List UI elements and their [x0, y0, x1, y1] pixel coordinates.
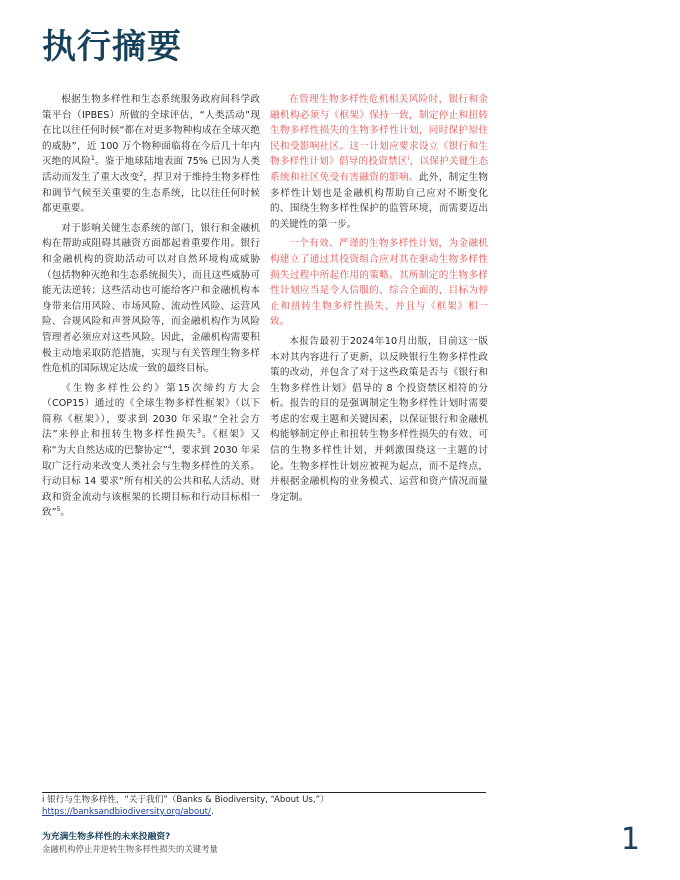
footnote-divider — [42, 792, 486, 793]
footnote-ref[interactable]: 1 — [91, 155, 95, 163]
paragraph-text: 。 — [60, 507, 70, 519]
left-column — [42, 92, 260, 525]
footnote-ref[interactable]: 2 — [139, 170, 144, 178]
footnote-ref[interactable]: 4 — [167, 443, 172, 451]
right-column — [270, 92, 488, 509]
paragraph-biodiversity-plan — [270, 92, 488, 232]
paragraph-text: 此外，制定生物多样性计划也是金融机构帮助自己应对不断变化的、围绕生物多样性保护的监管环境，而需要迈出的关键性的第一步。 — [270, 171, 489, 230]
paragraph-ipbes — [42, 92, 260, 217]
footnote-marker: i — [42, 795, 45, 805]
paragraph-gbf — [42, 381, 260, 521]
page-title: 执行摘要 — [42, 27, 182, 67]
footnote-period: . — [210, 807, 214, 817]
footnote — [42, 794, 486, 818]
paragraph-text: 根据生物多样性和生态系统服务政府间科学政策平台（IPBES）所做的全球评估，“人类活动”现在比以往任何时候“都在对更多物种构成在全球灭绝的威胁”，近 100 万个物种面临将在今后几十年内灭绝的风险 — [42, 94, 260, 168]
paragraph-text: ，要求到 2030 年采取广泛行动来改变人类社会与生物多样性的关系。行动目标 14 要求“所有相关的公共和私人活动、财政和资金流动与该框架的长期目标和行动目标相一致” — [42, 445, 260, 519]
footnote-link[interactable]: https://banksandbiodiversity.org/about/ — [42, 807, 211, 817]
footnote-ref[interactable]: i — [407, 155, 410, 163]
highlighted-text: ，以保护关键生态系统和社区免受有害融资的影响。 — [270, 156, 489, 183]
page-number: 1 — [620, 822, 640, 857]
paragraph-effective-plan: 一个有效、严谨的生物多样性计划，为金融机构建立了通过其投资组合应对其在驱动生物多样性损失过程中所起作用的策略。其所制定的生物多样性计划应当是令人信服的、综合全面的，目标为停止和扭转生物多样性损失、并且与《框架》相一致。 — [270, 238, 488, 328]
paragraph-text: ，捍卫对于维持生物多样性和调节气候至关重要的生态系统，比以往任何时候都更重要。 — [42, 171, 261, 215]
paragraph-text: 。鉴于地球陆地表面 75% 已因为人类活动而发生了重大改变 — [42, 156, 260, 183]
report-title: 为充满生物多样性的未来投融资? — [42, 832, 171, 842]
highlighted-text: 在管理生物多样性危机相关风险时，银行和金融机构必须与《框架》保持一致，制定停止和扭转生物多样性损失的生物多样性计划，同时保护原住民和受影响社区。这一计划应要求设立《银行和生物多样性计划》倡导的投资禁区 — [270, 94, 488, 168]
footnote-ref[interactable]: 3 — [197, 428, 201, 436]
paragraph-report-purpose: 本报告最初于2024年10月出版，目前这一版本对其内容进行了更新，以反映银行生物多样性政策的改动，并包含了对于这些政策是否与《银行和生物多样性计划》倡导的 8 个投资禁区相符的分析。报告的目的是强调制定生物多样性计划时需要考虑的宏观主题和关键因素，以保证银行和金融机构能够制定停止和扭转生物多样性损失的有效、可信的生物多样性计划，并刺激围绕这一主题的讨论。生物多样性计划应被视为起点，而不是终点，并根据金融机构的业务模式、运营和资产情况而量身定制。 — [270, 335, 488, 503]
paragraph-text: 。《框架》又称“为大自然达成的巴黎协定” — [42, 429, 260, 457]
footnote-ref[interactable]: 5 — [56, 506, 61, 514]
paragraph-text: 《生物多样性公约》第15次缔约方大会（COP15）通过的《全球生物多样性框架》（以下简称《框架》），要求到 2030 年采取“全社会方法”来停止和扭转生物多样性损失 — [42, 382, 260, 441]
report-subtitle: 金融机构停止并逆转生物多样性损失的关键考量 — [42, 844, 218, 854]
paragraph-financial-institutions: 对于影响关键生态系统的部门，银行和金融机构在帮助或阻碍其融资方面都起着重要作用。银行和金融机构的资助活动可以对自然环境构成威胁（包括物种灭绝和生态系统损失），而且这些威胁可能无法逆转；这些活动也可能给客户和金融机构本身带来信用风险、市场风险、流动性风险、运营风险、合规风险和声誉风险等，而金融机构作为风险管理者必须应对这些风险。因此，金融机构需要积极主动地采取防范措施，实现与有关管理生物多样性危机的国际规定达成一致的最终目标。 — [42, 222, 260, 375]
footnote-text: 银行与生物多样性，“关于我们”（Banks & Biodiversity, “About Us,”） — [47, 795, 329, 805]
